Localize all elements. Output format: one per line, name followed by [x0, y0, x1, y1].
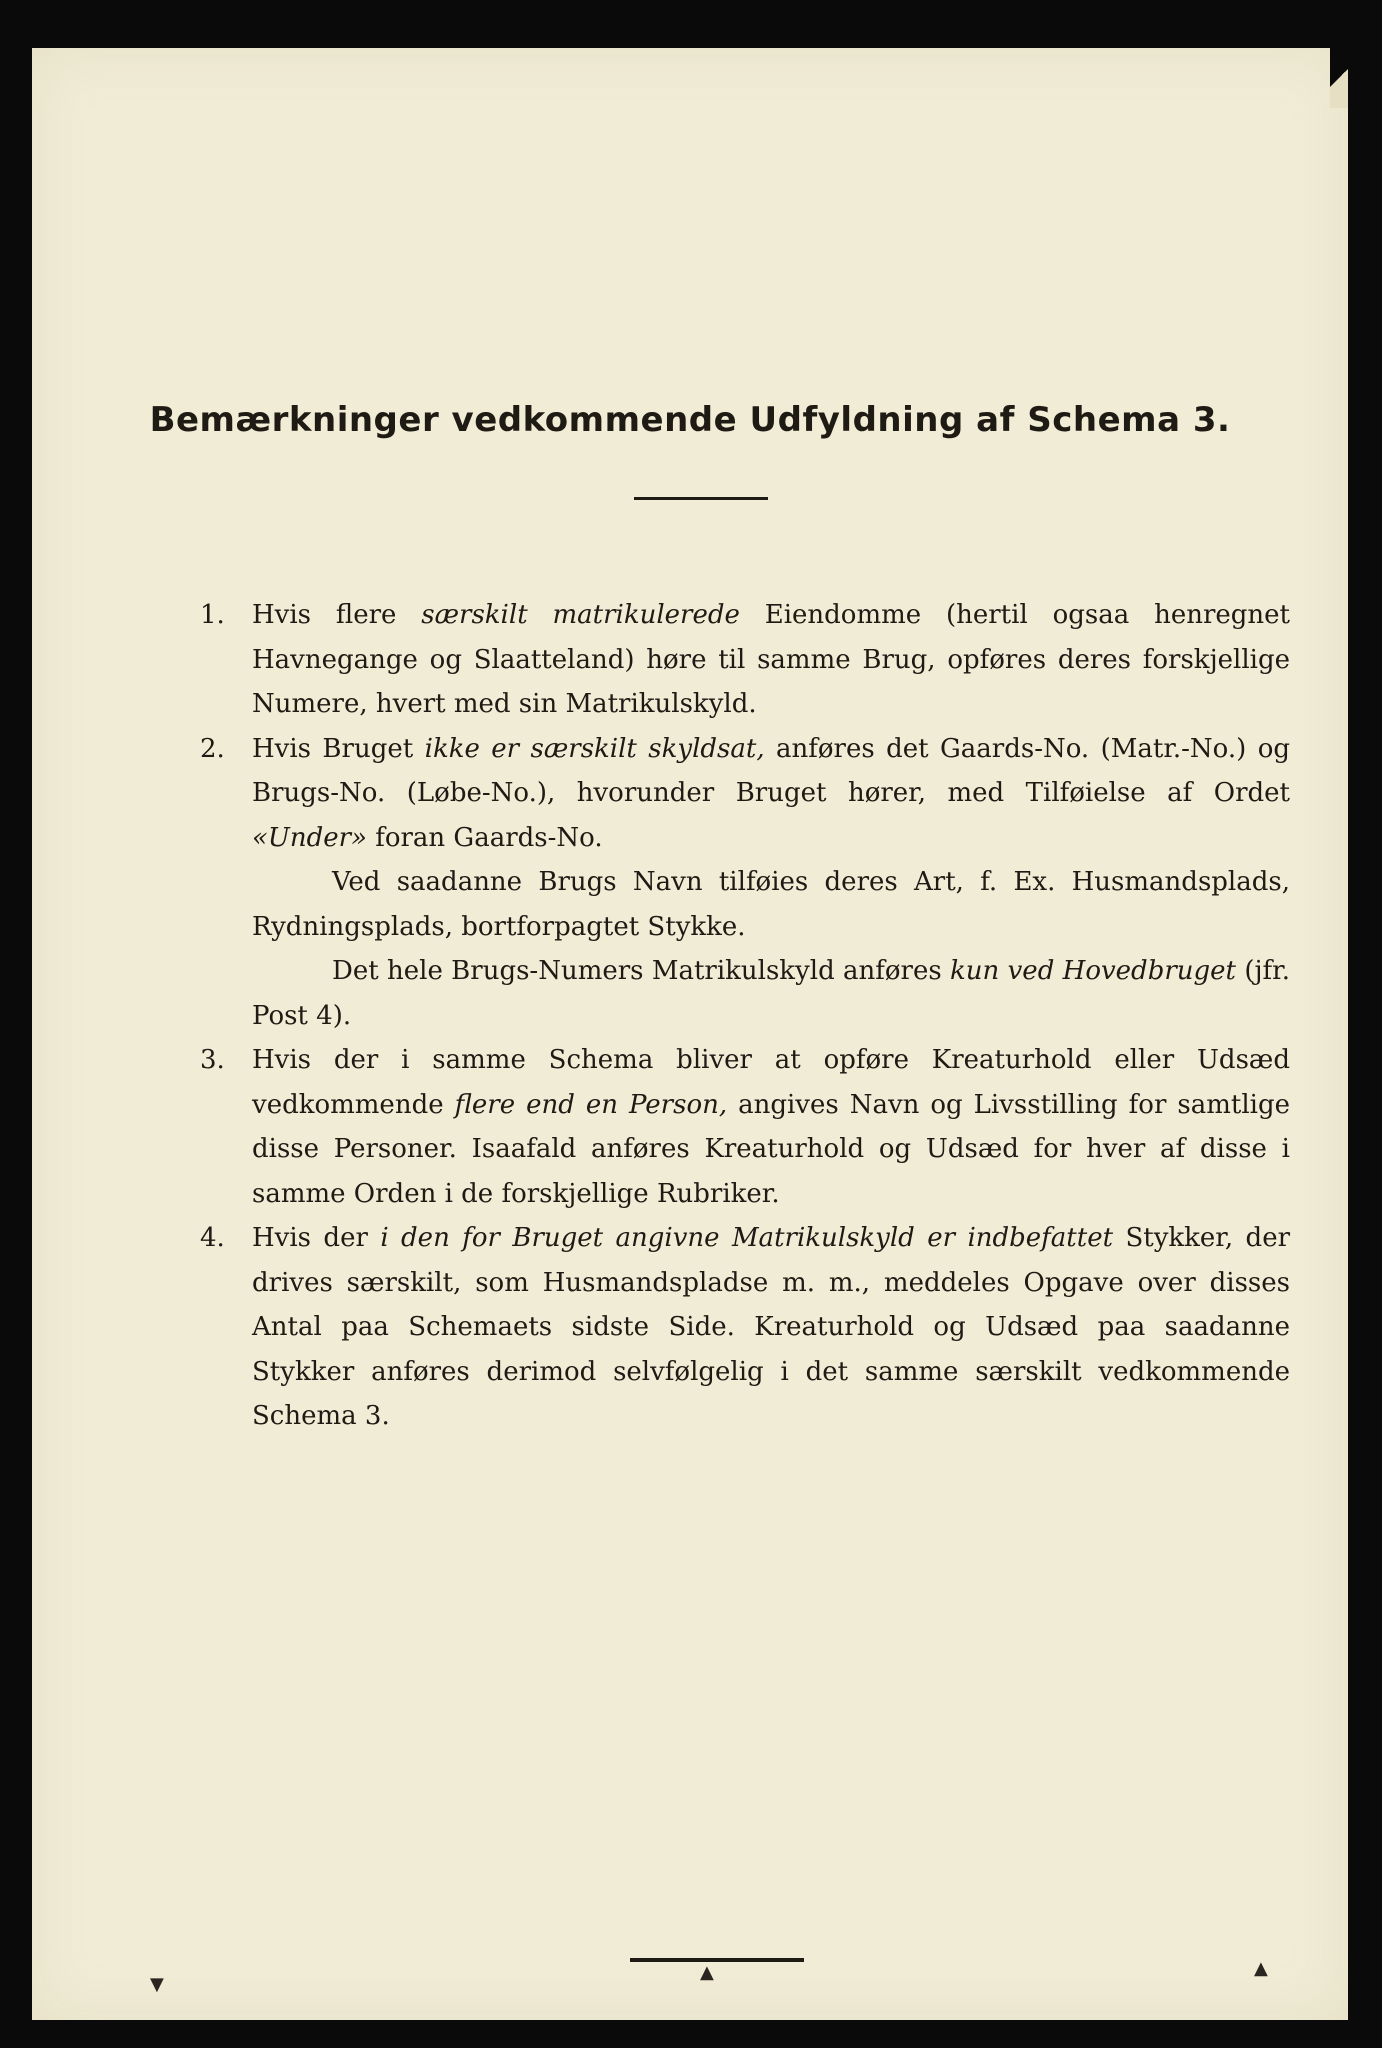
end-divider [630, 1958, 804, 1962]
remark-item-2-paragraph [200, 949, 1290, 1038]
remark-item-1 [200, 593, 1290, 727]
remarks-list [200, 593, 1290, 1439]
remark-item-4 [200, 1216, 1290, 1439]
page-title: Bemærkninger vedkommende Udfyldning af Schema 3. [149, 400, 1231, 440]
binding-mark-icon: ▲ [700, 1962, 714, 1983]
page-corner-fold [1330, 48, 1348, 108]
remark-text: anføres det Gaards-No. (Matr.-No.) og Brugs-No. (Løbe-No.), hvorunder Bruget hører, med Tilføielse af Ordet [252, 733, 1291, 808]
remark-text: Hvis der i samme Schema bliver at opføre Kreaturhold eller Udsæd vedkommende [252, 1045, 1290, 1120]
remark-item-3 [200, 1038, 1290, 1216]
remark-text: Eiendomme (hertil ogsaa henregnet Havnegange og Slaatteland) høre til samme Brug, opføres deres forskjellige Numere, hvert med sin Matrikulskyld. [252, 600, 1290, 719]
remark-number: 3. [200, 1045, 225, 1075]
remark-text: (jfr. Post 4). [252, 956, 1290, 1031]
title-divider [634, 497, 768, 500]
remark-emphasis: kun ved Hovedbruget [950, 956, 1236, 986]
remark-text: Hvis Bruget [252, 733, 425, 764]
binding-mark-icon: ▼ [150, 1974, 164, 1995]
remark-text: Hvis der [252, 1223, 381, 1253]
remark-emphasis: flere end en Person, [454, 1089, 728, 1120]
remark-emphasis: særskilt matrikulerede [421, 600, 740, 630]
remark-number: 1. [200, 600, 225, 630]
remark-text: foran Gaards-No. [366, 822, 603, 853]
binding-mark-icon: ▲ [1254, 1958, 1268, 1979]
remark-item-2-paragraph: Ved saadanne Brugs Navn tilføies deres Art, f. Ex. Husmandsplads, Rydningsplads, bortforpagtet Stykke. [252, 867, 1290, 942]
remark-text: Stykker, der drives særskilt, som Husmandspladse m. m., meddeles Opgave over disses Antal paa Schemaets sidste Side. Kreaturhold og Udsæd paa saadanne Stykker anføres derimod selvfølgelig i det samme særskilt vedkommende Schema 3. [252, 1223, 1291, 1431]
remark-text: angives Navn og Livsstilling for samtlige disse Personer. Isaafald anføres Kreaturhold og Udsæd for hver af disse i samme Orden i de forskjellige Rubriker. [252, 1089, 1290, 1209]
remark-item-2 [200, 727, 1290, 861]
remark-emphasis: «Under» [252, 822, 367, 853]
remark-emphasis: ikke er særskilt skyldsat, [424, 733, 765, 764]
document-page [32, 48, 1348, 2020]
remark-number: 4. [200, 1223, 225, 1253]
remark-emphasis: i den for Bruget angivne Matrikulskyld er indbefattet [380, 1223, 1114, 1253]
remark-text: Hvis flere [252, 600, 422, 630]
remark-text: Det hele Brugs-Numers Matrikulskyld anføres [332, 956, 951, 986]
remark-number: 2. [200, 733, 225, 764]
